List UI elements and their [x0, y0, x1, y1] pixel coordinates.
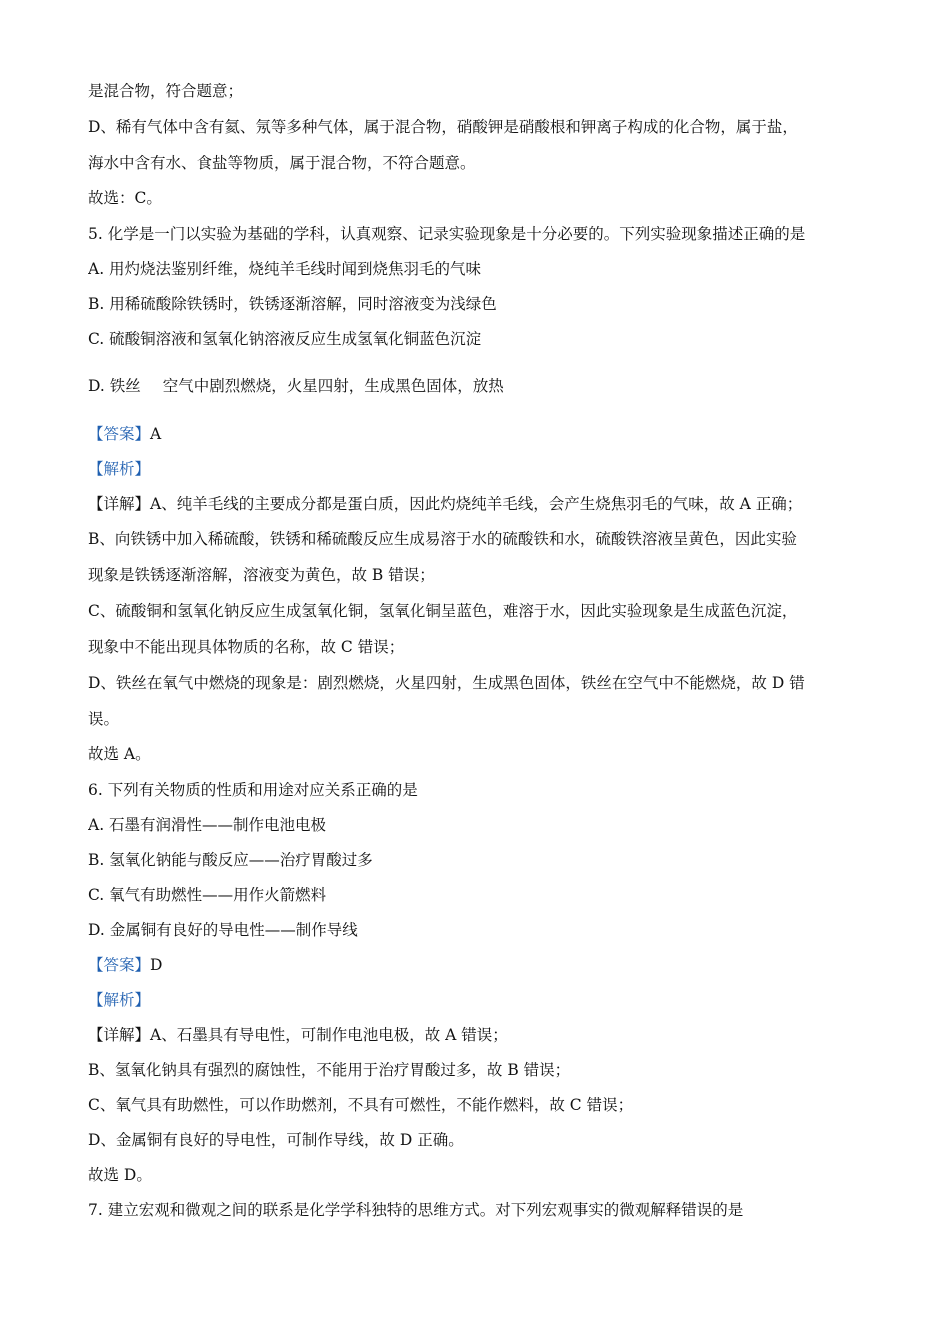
text-line: C、硫酸铜和氢氧化钠反应生成氢氧化铜，氢氧化铜呈蓝色，难溶于水，因此实验现象是生成蓝色沉淀，	[88, 602, 798, 620]
text-line: 是混合物，符合题意；	[88, 82, 244, 100]
question-5-answer	[88, 423, 888, 445]
question-5-option-a: A. 用灼烧法鉴别纤维，烧纯羊毛线时闻到烧焦羽毛的气味	[88, 260, 482, 278]
text-line: D、金属铜有良好的导电性，可制作导线，故 D 正确。	[88, 1131, 464, 1149]
text-line: 故选 A。	[88, 745, 151, 763]
question-6-stem: 6. 下列有关物质的性质和用途对应关系正确的是	[88, 781, 418, 799]
question-6-answer	[88, 954, 888, 976]
answer-tag: 【答案】	[88, 425, 151, 443]
question-6-option-b: B. 氢氧化钠能与酸反应——治疗胃酸过多	[88, 851, 373, 869]
question-6-analysis	[88, 989, 888, 1011]
question-6-option-a: A. 石墨有润滑性——制作电池电极	[88, 816, 327, 834]
question-5-option-b: B. 用稀硫酸除铁锈时，铁锈逐渐溶解，同时溶液变为浅绿色	[88, 295, 497, 313]
text-line: C、氧气具有助燃性，可以作助燃剂，不具有可燃性，不能作燃料，故 C 错误；	[88, 1096, 634, 1114]
text-line: 故选 D。	[88, 1166, 152, 1184]
question-5-option-d	[88, 375, 888, 397]
text-line: 海水中含有水、食盐等物质，属于混合物，不符合题意。	[88, 154, 476, 172]
analysis-tag: 【解析】	[88, 991, 151, 1009]
question-5-stem: 5. 化学是一门以实验为基础的学科，认真观察、记录实验现象是十分必要的。下列实验现象描述正确的是	[88, 225, 806, 243]
question-6-option-c: C. 氧气有助燃性——用作火箭燃料	[88, 886, 327, 904]
text-line: D、稀有气体中含有氦、氖等多种气体，属于混合物，硝酸钾是硝酸根和钾离子构成的化合物，属于盐，	[88, 118, 798, 136]
question-6-detail: 【详解】A、石墨具有导电性，可制作电池电极，故 A 错误；	[88, 1026, 508, 1044]
question-5-option-c: C. 硫酸铜溶液和氢氧化钠溶液反应生成氢氧化铜蓝色沉淀	[88, 330, 482, 348]
answer-value: A	[150, 425, 162, 443]
text-line: B、向铁锈中加入稀硫酸，铁锈和稀硫酸反应生成易溶于水的硫酸铁和水，硫酸铁溶液呈黄色，因此实验	[88, 530, 797, 548]
analysis-tag: 【解析】	[88, 460, 151, 478]
question-5-detail: 【详解】A、纯羊毛线的主要成分都是蛋白质，因此灼烧纯羊毛线，会产生烧焦羽毛的气味，故 A 正确；	[88, 495, 803, 513]
answer-value: D	[150, 956, 163, 974]
text-line: B、氢氧化钠具有强烈的腐蚀性，不能用于治疗胃酸过多，故 B 错误；	[88, 1061, 571, 1079]
option-d-after: 空气中剧烈燃烧，火星四射，生成黑色固体，放热	[162, 377, 504, 395]
text-line: 故选：C。	[88, 189, 162, 207]
option-d-before: D. 铁丝	[88, 377, 141, 395]
question-5-analysis	[88, 458, 888, 480]
question-6-option-d: D. 金属铜有良好的导电性——制作导线	[88, 921, 358, 939]
answer-tag: 【答案】	[88, 956, 151, 974]
question-7-stem: 7. 建立宏观和微观之间的联系是化学学科独特的思维方式。对下列宏观事实的微观解释错误的是	[88, 1201, 744, 1219]
text-line: 现象是铁锈逐渐溶解，溶液变为黄色，故 B 错误；	[88, 566, 435, 584]
text-line: 现象中不能出现具体物质的名称，故 C 错误；	[88, 638, 405, 656]
text-line: D、铁丝在氧气中燃烧的现象是：剧烈燃烧，火星四射，生成黑色固体，铁丝在空气中不能燃烧，故 D 错	[88, 674, 805, 692]
text-line: 误。	[88, 710, 120, 728]
